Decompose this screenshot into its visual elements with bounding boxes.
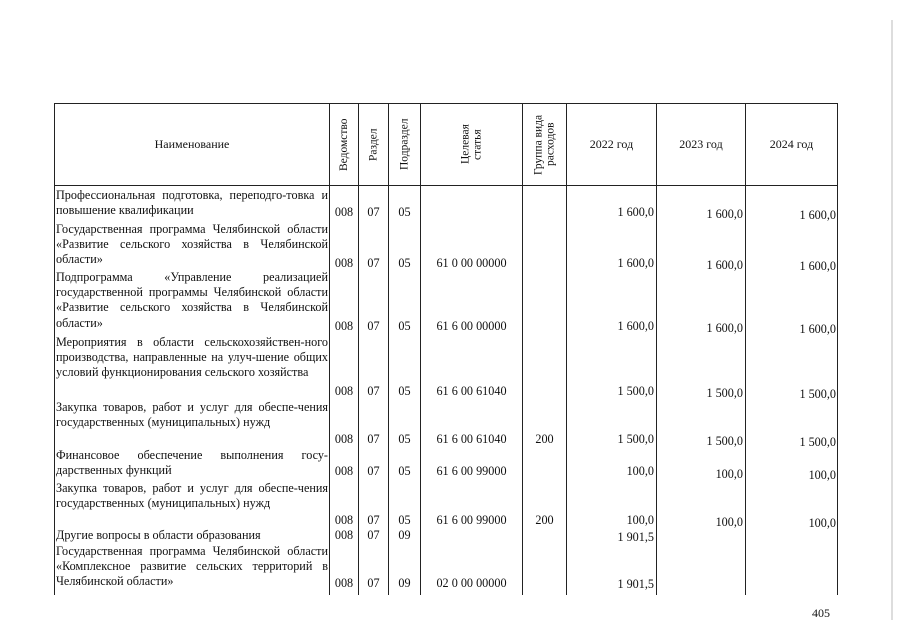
header-name: Наименование [154, 137, 230, 151]
row-6-cs: 61 6 00 99000 [436, 513, 507, 527]
row-1-2023: 1 600,0 [706, 258, 743, 272]
row-6-razd: 07 [367, 513, 380, 527]
row-3-2022: 1 500,0 [617, 384, 654, 398]
row-7-2022: 1 901,5 [617, 530, 654, 544]
row-7-razd: 07 [367, 528, 380, 542]
row-6-gvr: 200 [535, 513, 554, 527]
row-6-2022: 100,0 [626, 513, 654, 527]
page-number: 405 [812, 606, 830, 620]
row-2-2024: 1 600,0 [799, 322, 836, 336]
row-0-razd: 07 [367, 205, 380, 219]
row-4-ved: 008 [334, 432, 354, 446]
row-4-gvr: 200 [535, 432, 554, 446]
row-6-2024: 100,0 [808, 516, 836, 530]
row-6-name: Закупка товаров, работ и услуг для обеспе-чения государственных (муниципальных) нужд [56, 481, 328, 511]
row-8-name: Государственная программа Челябинской области «Комплексное развитие сельских территорий в Челябинской области» [56, 544, 328, 589]
header-2024: 2024 год [769, 137, 814, 151]
row-2-2023: 1 600,0 [706, 321, 743, 335]
row-4-razd: 07 [367, 432, 380, 446]
row-3-podr: 05 [398, 384, 411, 398]
row-4-podr: 05 [398, 432, 411, 446]
header-celevaya: Целевая статья [459, 124, 484, 165]
header-razdel: Раздел [367, 128, 380, 161]
row-4-2024: 1 500,0 [799, 435, 836, 449]
row-1-razd: 07 [367, 256, 380, 270]
row-0-podr: 05 [398, 205, 411, 219]
row-0-2023: 1 600,0 [706, 207, 743, 221]
row-4-2022: 1 500,0 [617, 432, 654, 446]
row-5-2023: 100,0 [715, 467, 743, 481]
header-gruppa: Группа вида расходов [532, 114, 557, 175]
row-5-2022: 100,0 [626, 464, 654, 478]
row-1-ved: 008 [334, 256, 354, 270]
header-podrazdel: Подраздел [398, 118, 411, 171]
row-6-2023: 100,0 [715, 515, 743, 529]
row-5-2024: 100,0 [808, 468, 836, 482]
row-5-name: Финансовое обеспечение выполнения госу-дарственных функций [56, 448, 328, 478]
row-2-ved: 008 [334, 319, 354, 333]
row-1-name: Государственная программа Челябинской области «Развитие сельского хозяйства в Челябинской области» [56, 222, 328, 267]
row-0-ved: 008 [334, 205, 354, 219]
col-border-9 [837, 103, 838, 595]
row-5-ved: 008 [334, 464, 354, 478]
row-0-name: Профессиональная подготовка, переподго-товка и повышение квалификации [56, 188, 328, 218]
scan-edge-line [891, 20, 893, 620]
row-8-podr: 09 [398, 576, 411, 590]
row-6-podr: 05 [398, 513, 411, 527]
row-8-2022: 1 901,5 [617, 577, 654, 591]
row-5-razd: 07 [367, 464, 380, 478]
row-0-2022: 1 600,0 [617, 205, 654, 219]
row-8-cs: 02 0 00 00000 [436, 576, 507, 590]
row-3-ved: 008 [334, 384, 354, 398]
header-2022: 2022 год [589, 137, 634, 151]
row-8-razd: 07 [367, 576, 380, 590]
row-4-2023: 1 500,0 [706, 434, 743, 448]
row-7-name: Другие вопросы в области образования [56, 528, 261, 542]
row-3-name: Мероприятия в области сельскохозяйствен-ного производства, направленные на улуч-шение общих условий функционирования сельского хозяйства [56, 335, 328, 380]
row-3-cs: 61 6 00 61040 [436, 384, 507, 398]
row-4-name: Закупка товаров, работ и услуг для обеспе-чения государственных (муниципальных) нужд [56, 400, 328, 430]
row-1-2022: 1 600,0 [617, 256, 654, 270]
header-vedomstvo: Ведомство [338, 118, 350, 171]
row-3-razd: 07 [367, 384, 380, 398]
header-bottom-border [54, 185, 838, 186]
row-2-podr: 05 [398, 319, 411, 333]
row-6-ved: 008 [334, 513, 354, 527]
row-5-podr: 05 [398, 464, 411, 478]
row-0-2024: 1 600,0 [799, 208, 836, 222]
row-3-2023: 1 500,0 [706, 386, 743, 400]
row-1-cs: 61 0 00 00000 [436, 256, 507, 270]
row-1-podr: 05 [398, 256, 411, 270]
row-8-ved: 008 [334, 576, 354, 590]
row-2-cs: 61 6 00 00000 [436, 319, 507, 333]
row-2-2022: 1 600,0 [617, 319, 654, 333]
row-2-razd: 07 [367, 319, 380, 333]
row-5-cs: 61 6 00 99000 [436, 464, 507, 478]
header-2023: 2023 год [679, 137, 723, 151]
row-7-podr: 09 [398, 528, 411, 542]
row-1-2024: 1 600,0 [799, 259, 836, 273]
row-7-ved: 008 [334, 528, 354, 542]
row-4-cs: 61 6 00 61040 [436, 432, 507, 446]
row-3-2024: 1 500,0 [799, 387, 836, 401]
row-2-name: Подпрограмма «Управление реализацией государственной программы Челябинской области «Развитие сельского хозяйства в Челябинской области» [56, 270, 328, 330]
